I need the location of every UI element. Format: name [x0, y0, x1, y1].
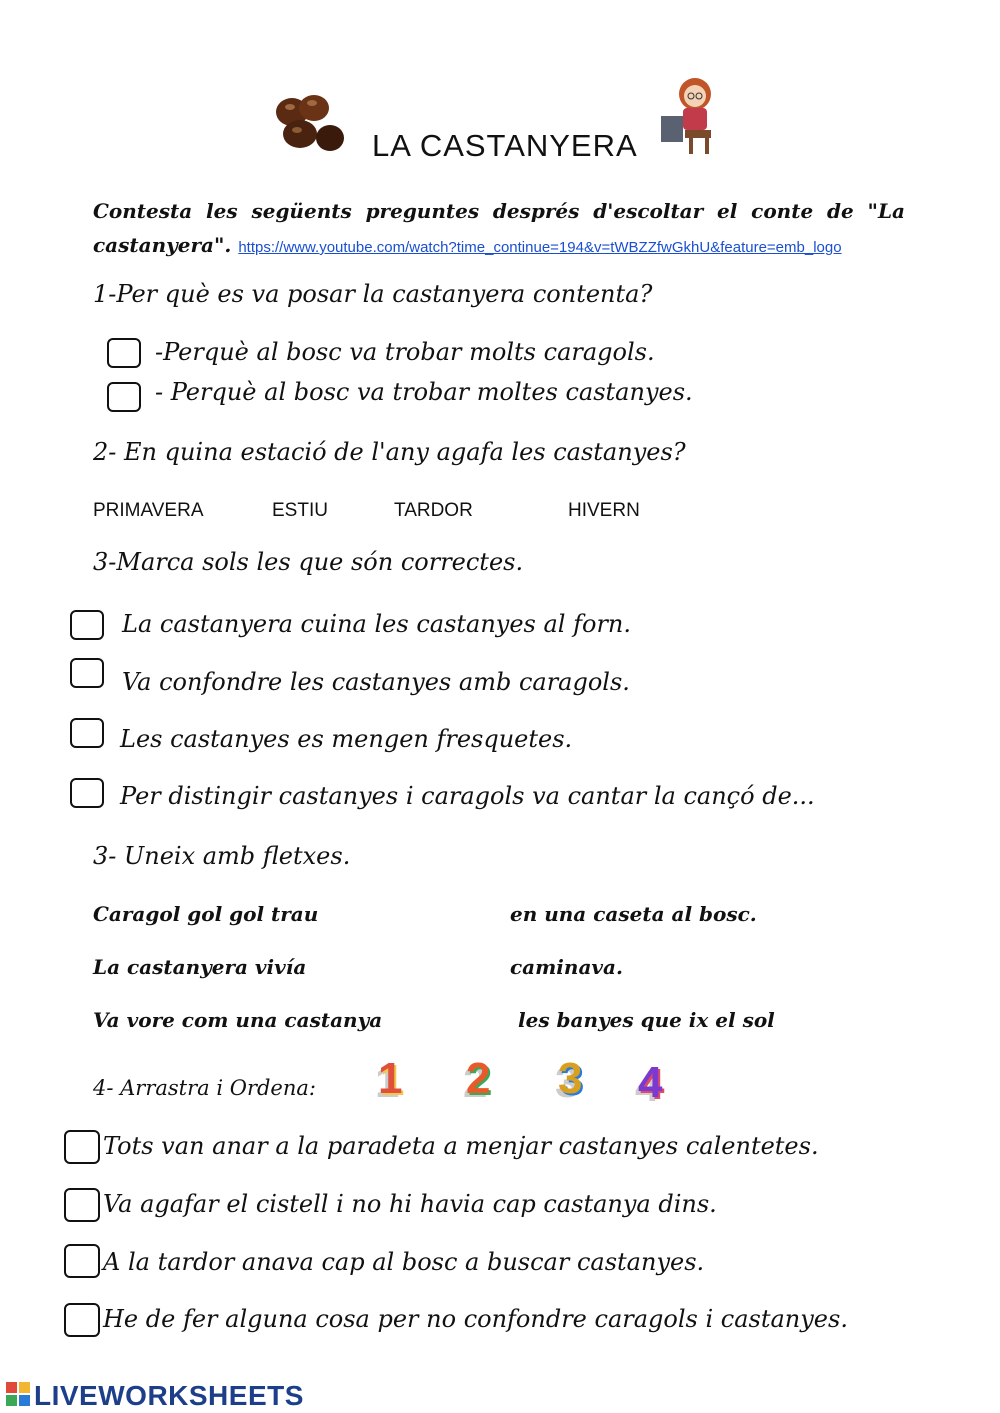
order-box-4[interactable] — [64, 1303, 100, 1337]
q3-option-1: La castanyera cuina les castanyes al forn. — [122, 610, 632, 638]
question-2: 2- En quina estació de l'any agafa les castanyes? — [93, 438, 686, 466]
youtube-link[interactable]: https://www.youtube.com/watch?time_continue=194&v=tWBZZfwGkhU&feature=emb_logo — [238, 239, 842, 256]
instructions — [93, 194, 905, 265]
order-box-1[interactable] — [64, 1130, 100, 1164]
liveworksheets-brand[interactable]: LIVEWORKSHEETS — [34, 1380, 304, 1411]
q3-option-3: Les castanyes es mengen fresquetes. — [120, 725, 573, 753]
number-2-tile[interactable]: 2 — [466, 1054, 491, 1103]
match-right-1[interactable]: en una caseta al bosc. — [510, 902, 757, 926]
checkbox-q3-option-2[interactable] — [70, 658, 104, 688]
season-option-hivern[interactable]: HIVERN — [568, 500, 640, 521]
season-option-estiu[interactable]: ESTIU — [272, 500, 328, 521]
season-option-tardor[interactable]: TARDOR — [394, 500, 473, 521]
instructions-text: Contesta les següents preguntes després d'escoltar el conte de "La castanyera". — [93, 199, 905, 257]
order-box-3[interactable] — [64, 1244, 100, 1278]
page-title: LA CASTANYERA — [372, 128, 638, 163]
match-left-3[interactable]: Va vore com una castanya — [93, 1008, 383, 1032]
q1-option-1: -Perquè al bosc va trobar molts caragols. — [155, 338, 655, 366]
number-3-tile[interactable]: 3 — [558, 1054, 583, 1103]
question-4: 4- Arrastra i Ordena: — [93, 1076, 316, 1100]
liveworksheets-logo-icon — [6, 1382, 30, 1406]
checkbox-q1-option-2[interactable] — [107, 382, 141, 412]
number-4-tile[interactable]: 4 — [638, 1058, 663, 1107]
q3-option-4: Per distingir castanyes i caragols va cantar la cançó de... — [120, 782, 815, 810]
match-left-1[interactable]: Caragol gol gol trau — [93, 902, 319, 926]
q3-option-2: Va confondre les castanyes amb caragols. — [122, 668, 630, 696]
checkbox-q1-option-1[interactable] — [107, 338, 141, 368]
order-box-2[interactable] — [64, 1188, 100, 1222]
order-item-1: Tots van anar a la paradeta a menjar castanyes calentetes. — [103, 1132, 819, 1160]
chestnut-seller-image — [655, 72, 735, 160]
chestnuts-image — [270, 90, 350, 160]
checkbox-q3-option-4[interactable] — [70, 778, 104, 808]
checkbox-q3-option-3[interactable] — [70, 718, 104, 748]
match-left-2[interactable]: La castanyera vivía — [93, 955, 307, 979]
season-option-primavera[interactable]: PRIMAVERA — [93, 500, 204, 521]
question-match: 3- Uneix amb fletxes. — [93, 842, 351, 870]
number-1-tile[interactable]: 1 — [378, 1054, 403, 1103]
question-3: 3-Marca sols les que són correctes. — [93, 548, 524, 576]
order-item-2: Va agafar el cistell i no hi havia cap castanya dins. — [103, 1190, 717, 1218]
order-item-4: He de fer alguna cosa per no confondre caragols i castanyes. — [103, 1305, 848, 1333]
order-item-3: A la tardor anava cap al bosc a buscar castanyes. — [103, 1248, 705, 1276]
question-1: 1-Per què es va posar la castanyera contenta? — [93, 280, 653, 308]
match-right-3[interactable]: les banyes que ix el sol — [518, 1008, 775, 1032]
match-right-2[interactable]: caminava. — [510, 955, 623, 979]
q1-option-2: - Perquè al bosc va trobar moltes castanyes. — [155, 378, 693, 406]
checkbox-q3-option-1[interactable] — [70, 610, 104, 640]
